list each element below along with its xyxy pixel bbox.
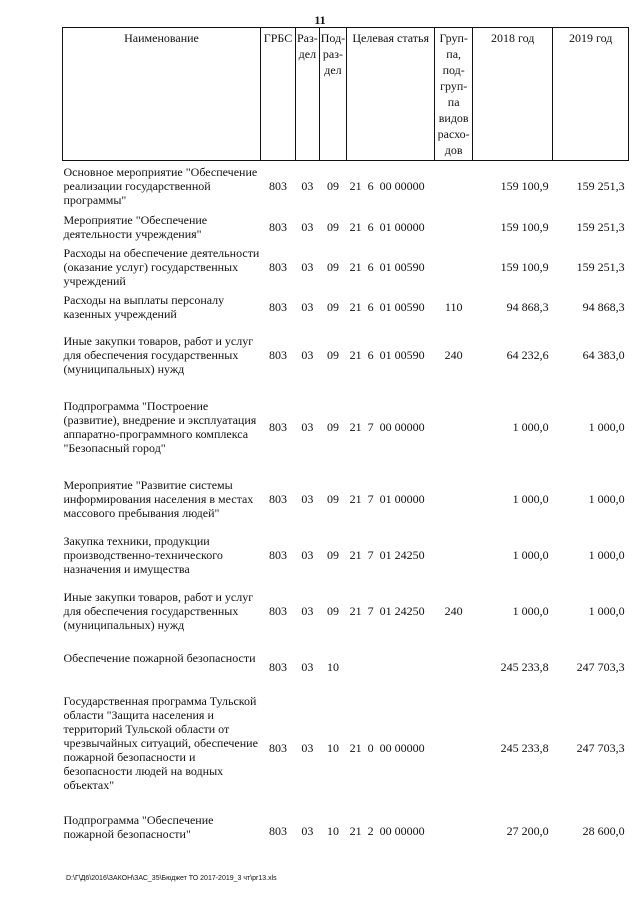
cell-vid xyxy=(435,531,473,579)
header-name: Наименование xyxy=(63,28,261,161)
cell-vid xyxy=(435,643,473,691)
cell-y2019: 247 703,3 xyxy=(576,659,625,674)
cell-t3: 01 xyxy=(379,491,392,506)
header-grbs: ГРБС xyxy=(261,28,296,161)
cell-rz: 03 xyxy=(301,347,314,362)
cell-rz: 03 xyxy=(301,603,314,618)
cell-t3: 01 xyxy=(379,259,392,274)
cell-vid xyxy=(435,387,473,467)
cell-t1: 21 xyxy=(349,219,362,234)
cell-t1: 21 xyxy=(349,823,362,838)
cell-t3: 01 xyxy=(379,347,392,362)
cell-y2018: 245 233,8 xyxy=(500,741,549,755)
header-2018: 2018 год xyxy=(473,28,553,161)
cell-t2: 2 xyxy=(367,823,374,838)
cell-rz: 03 xyxy=(301,259,314,274)
cell-pr: 10 xyxy=(326,741,339,755)
cell-grbs: 803 xyxy=(269,347,287,362)
cell-y2019: 1 000,0 xyxy=(588,603,625,618)
cell-t4: 00000 xyxy=(394,491,425,506)
cell-t1: 21 xyxy=(349,259,362,274)
cell-vid xyxy=(435,211,473,243)
cell-pr: 09 xyxy=(326,259,339,274)
file-path-footer: D:\Г\Д6\2016\ЗАКОН\ЗАС_35\Бюджет ТО 2017-2019_3 чт\pr13.xls xyxy=(66,875,277,882)
cell-name: Закупка техники, продукции производственно-технического назначения и имущества xyxy=(63,533,223,576)
cell-y2019: 159 251,3 xyxy=(576,178,625,193)
header-row xyxy=(63,28,629,161)
cell-t1: 21 xyxy=(349,491,362,506)
cell-t1: 21 xyxy=(349,603,362,618)
header-target: Целевая статья xyxy=(347,28,435,161)
cell-name: Основное мероприятие "Обеспечение реализации государственной программы" xyxy=(63,164,258,207)
cell-grbs: 803 xyxy=(269,823,287,838)
cell-t2: 7 xyxy=(367,491,374,506)
cell-t2: 6 xyxy=(367,347,374,362)
cell-y2018: 1 000,0 xyxy=(512,491,549,506)
cell-rz: 03 xyxy=(301,178,314,193)
cell-t3: 01 xyxy=(379,547,392,562)
header-vid: Груп- па, под- груп- па видов расхо- дов xyxy=(435,28,473,161)
cell-y2018: 64 232,6 xyxy=(506,347,549,362)
cell-pr: 09 xyxy=(326,491,339,506)
cell-name: Мероприятие "Развитие системы информирования населения в местах массового пребывания людей" xyxy=(63,477,254,520)
cell-vid xyxy=(435,161,473,211)
cell-vid xyxy=(435,806,473,856)
table-row xyxy=(63,806,629,856)
cell-t4: 00000 xyxy=(394,178,425,193)
cell-t2: 6 xyxy=(367,219,374,234)
cell-t3: 00 xyxy=(379,823,392,838)
cell-name: Подпрограмма "Обеспечение пожарной безопасности" xyxy=(63,813,214,841)
cell-pr: 10 xyxy=(326,659,339,674)
cell-rz: 03 xyxy=(301,419,314,434)
cell-t3 xyxy=(377,643,395,691)
table-row xyxy=(63,579,629,643)
cell-t2 xyxy=(365,643,377,691)
table-body xyxy=(63,161,629,856)
budget-table xyxy=(62,27,629,856)
cell-rz: 03 xyxy=(301,547,314,562)
cell-t4: 24250 xyxy=(394,547,425,562)
cell-pr: 09 xyxy=(326,603,339,618)
cell-t4: 00000 xyxy=(394,219,425,234)
cell-rz: 03 xyxy=(301,741,314,755)
cell-vid: 240 xyxy=(444,603,463,618)
table-row xyxy=(63,211,629,243)
header-razdel: Раз- дел xyxy=(296,28,320,161)
cell-t4: 00590 xyxy=(394,299,425,314)
cell-grbs: 803 xyxy=(269,178,287,193)
cell-t4: 00590 xyxy=(394,259,425,274)
cell-t2: 6 xyxy=(367,259,374,274)
cell-y2018: 245 233,8 xyxy=(500,659,549,674)
cell-t1 xyxy=(347,643,365,691)
cell-t3: 00 xyxy=(379,741,392,755)
cell-pr: 09 xyxy=(326,419,339,434)
cell-t2: 0 xyxy=(367,741,374,755)
cell-rz: 03 xyxy=(301,491,314,506)
cell-y2018: 1 000,0 xyxy=(512,547,549,562)
cell-rz: 03 xyxy=(301,299,314,314)
table-row xyxy=(63,643,629,691)
table-row xyxy=(63,161,629,211)
cell-y2018: 159 100,9 xyxy=(500,219,549,234)
cell-y2019: 1 000,0 xyxy=(588,491,625,506)
cell-pr: 09 xyxy=(326,547,339,562)
cell-t2: 7 xyxy=(367,603,374,618)
cell-name: Обеспечение пожарной безопасности xyxy=(63,651,256,665)
header-podrazdel: Под- раз- дел xyxy=(319,28,346,161)
cell-name: Расходы на выплаты персоналу казенных учреждений xyxy=(63,292,225,321)
cell-t3: 01 xyxy=(379,299,392,314)
cell-t3: 01 xyxy=(379,603,392,618)
cell-grbs: 803 xyxy=(269,659,287,674)
table-row xyxy=(63,531,629,579)
cell-t2: 6 xyxy=(367,299,374,314)
table-row xyxy=(63,291,629,323)
cell-name: Мероприятие "Обеспечение деятельности учреждения" xyxy=(63,212,208,241)
cell-t3: 00 xyxy=(379,419,392,434)
cell-grbs: 803 xyxy=(269,419,287,434)
page-number: 11 xyxy=(314,13,326,27)
cell-t1: 21 xyxy=(349,741,362,755)
cell-t2: 7 xyxy=(367,419,374,434)
cell-grbs: 803 xyxy=(269,219,287,234)
cell-grbs: 803 xyxy=(269,741,287,755)
cell-t4: 00000 xyxy=(394,419,425,434)
cell-pr: 09 xyxy=(326,178,339,193)
cell-t4: 00000 xyxy=(394,741,425,755)
cell-grbs: 803 xyxy=(269,299,287,314)
table-row xyxy=(63,323,629,387)
cell-t4: 00590 xyxy=(394,347,425,362)
cell-t1: 21 xyxy=(349,178,362,193)
cell-y2019: 159 251,3 xyxy=(576,219,625,234)
cell-rz: 03 xyxy=(301,219,314,234)
cell-t1: 21 xyxy=(349,419,362,434)
cell-vid: 240 xyxy=(444,347,463,362)
cell-t4 xyxy=(395,643,435,691)
cell-vid xyxy=(435,691,473,806)
cell-y2018: 159 100,9 xyxy=(500,259,549,274)
cell-y2018: 1 000,0 xyxy=(512,603,549,618)
cell-y2019: 28 600,0 xyxy=(582,823,625,838)
cell-pr: 09 xyxy=(326,299,339,314)
cell-y2019: 247 703,3 xyxy=(576,741,625,755)
cell-vid xyxy=(435,243,473,291)
cell-name: Иные закупки товаров, работ и услуг для обеспечения государственных (муниципальных) нужд xyxy=(63,333,254,376)
cell-y2019: 94 868,3 xyxy=(582,299,625,314)
cell-name: Государственная программа Тульской области "Защита населения и территорий Тульской области от чрезвычайных ситуаций, обеспечение пожарной безопасности и безопасности людей на водных объектах" xyxy=(63,693,258,792)
table-row xyxy=(63,387,629,467)
cell-t2: 7 xyxy=(367,547,374,562)
cell-grbs: 803 xyxy=(269,491,287,506)
cell-vid xyxy=(435,467,473,531)
cell-t3: 00 xyxy=(379,178,392,193)
cell-grbs: 803 xyxy=(269,547,287,562)
cell-t1: 21 xyxy=(349,547,362,562)
cell-t1: 21 xyxy=(349,347,362,362)
cell-grbs: 803 xyxy=(269,259,287,274)
cell-rz: 03 xyxy=(301,659,314,674)
cell-t2: 6 xyxy=(367,178,374,193)
table-row xyxy=(63,243,629,291)
cell-pr: 09 xyxy=(326,347,339,362)
cell-name: Иные закупки товаров, работ и услуг для обеспечения государственных (муниципальных) нужд xyxy=(63,589,254,632)
cell-y2018: 27 200,0 xyxy=(506,823,549,838)
cell-y2019: 64 383,0 xyxy=(582,347,625,362)
cell-rz: 03 xyxy=(301,823,314,838)
table-row xyxy=(63,691,629,806)
cell-y2018: 94 868,3 xyxy=(506,299,549,314)
cell-pr: 10 xyxy=(326,823,339,838)
cell-t4: 24250 xyxy=(394,603,425,618)
cell-t4: 00000 xyxy=(394,823,425,838)
cell-vid: 110 xyxy=(444,299,463,314)
cell-y2019: 1 000,0 xyxy=(588,547,625,562)
cell-y2018: 1 000,0 xyxy=(512,419,549,434)
header-2019: 2019 год xyxy=(553,28,629,161)
cell-name: Расходы на обеспечение деятельности (оказание услуг) государственных учреждений xyxy=(63,245,260,288)
cell-y2018: 159 100,9 xyxy=(500,178,549,193)
cell-grbs: 803 xyxy=(269,603,287,618)
cell-y2019: 159 251,3 xyxy=(576,259,625,274)
table-row xyxy=(63,467,629,531)
cell-t1: 21 xyxy=(349,299,362,314)
cell-name: Подпрограмма "Построение (развитие), внедрение и эксплуатация аппаратно-программного комплекса "Безопасный город" xyxy=(63,398,257,455)
cell-t3: 01 xyxy=(379,219,392,234)
cell-pr: 09 xyxy=(326,219,339,234)
cell-y2019: 1 000,0 xyxy=(588,419,625,434)
